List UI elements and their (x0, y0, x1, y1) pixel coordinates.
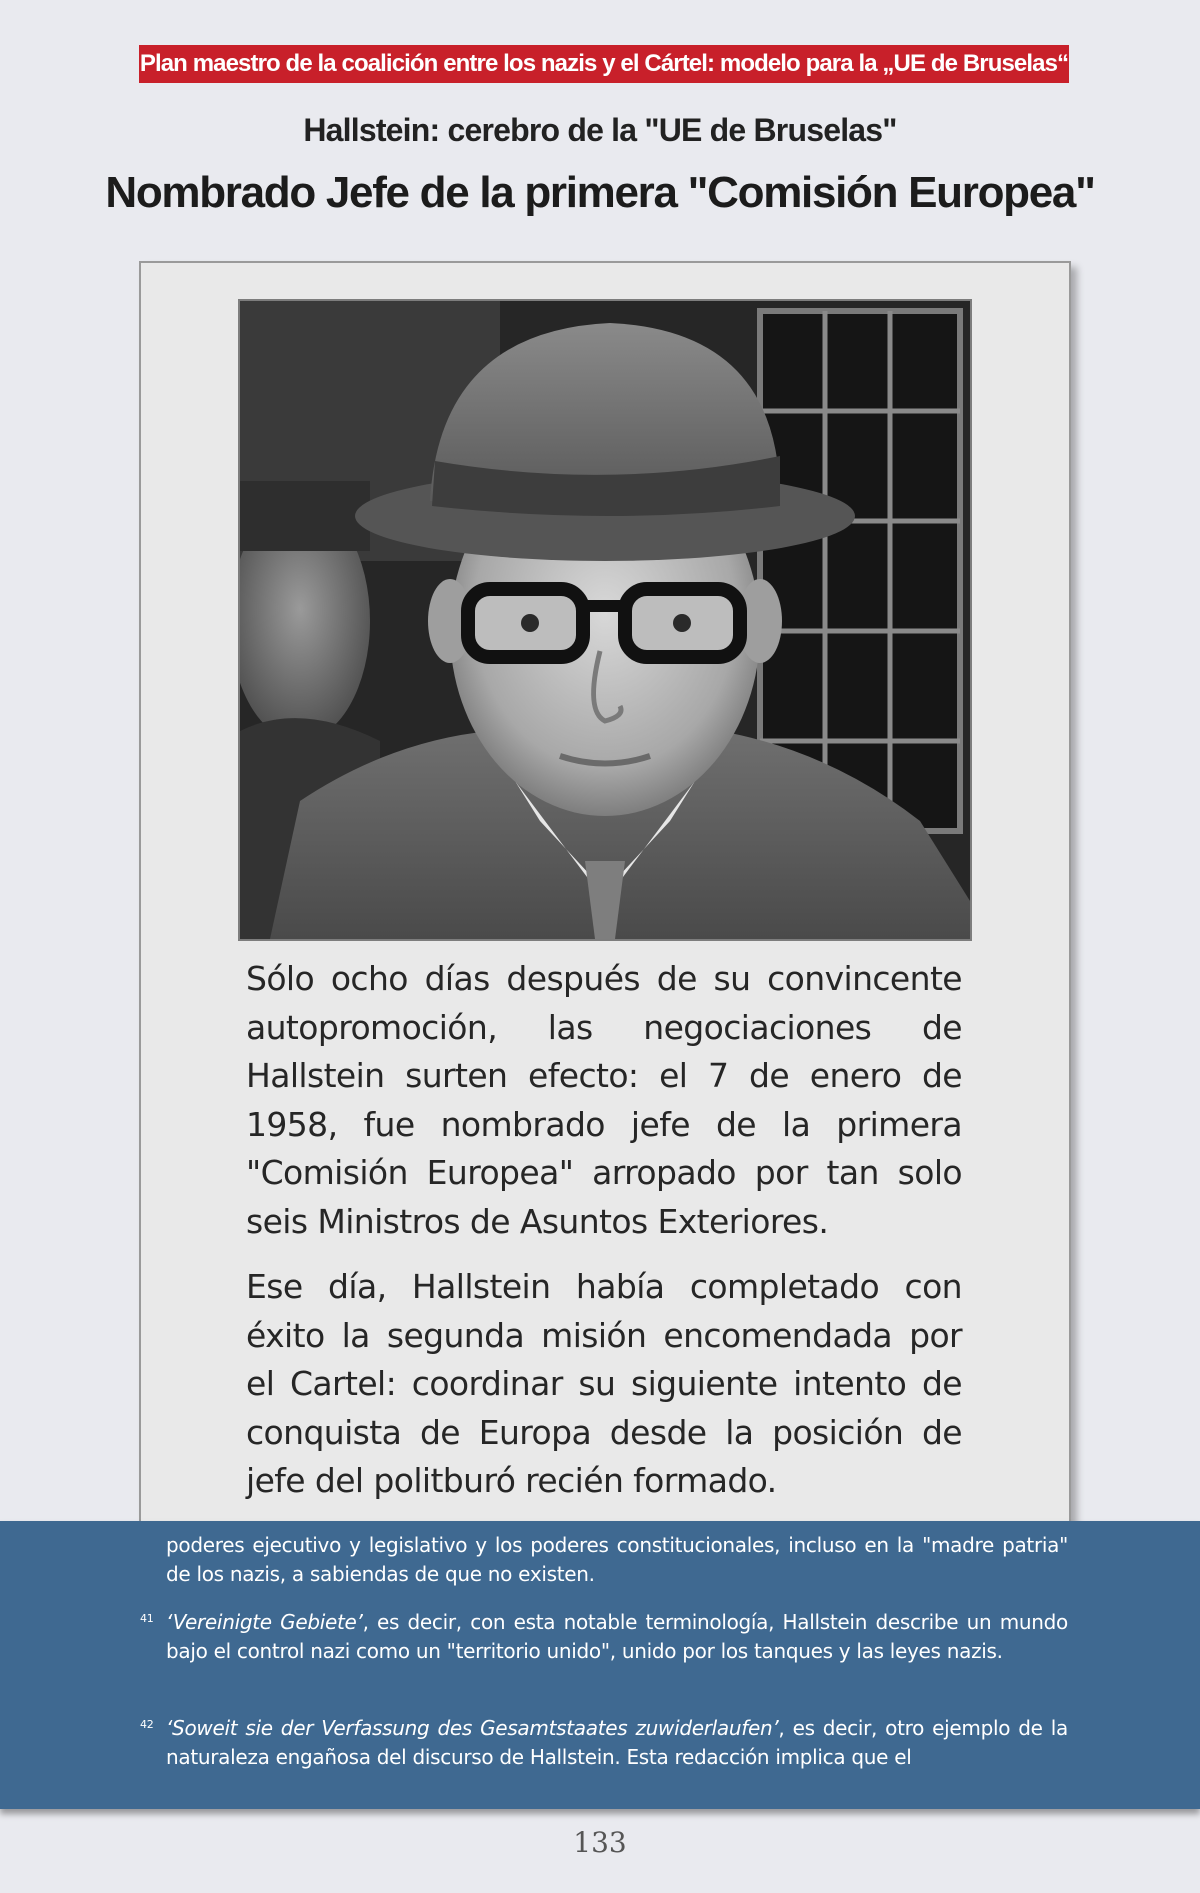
footnote-text: , es decir, con esta notable terminología, Hallstein describe un mundo bajo el control nazi como un "territorio unido", unido por los tanques y las leyes nazis. (166, 1610, 1068, 1663)
page-title: Nombrado Jefe de la primera "Comisión Europea" (105, 168, 1095, 217)
footnote-continuation: poderes ejecutivo y legislativo y los poderes constitucionales, incluso en la "madre patria" de los nazis, a sabiendas de que no existen. (166, 1533, 1068, 1586)
footnote-42 (140, 1714, 1068, 1772)
footnote-number: 41 (140, 1612, 154, 1625)
footnote-term: ‘Vereinigte Gebiete’ (166, 1610, 363, 1634)
footnote-text: , es decir, otro ejemplo de la naturaleza engañosa del discurso de Hallstein. Esta redacción implica que el (166, 1716, 1068, 1769)
footnote-term: ‘Soweit sie der Verfassung des Gesamtstaates zuwiderlaufen’ (166, 1716, 779, 1740)
page-number: 133 (573, 1826, 627, 1859)
portrait-photo (238, 299, 972, 941)
footnote-41 (140, 1608, 1068, 1666)
running-header-banner: Plan maestro de la coalición entre los nazis y el Cártel: modelo para la „UE de Bruselas“ (139, 45, 1069, 83)
portrait-photo-icon (240, 301, 970, 939)
footnote-band (0, 1521, 1200, 1809)
caption-paragraph-2: Ese día, Hallstein había completado con éxito la segunda misión encomendada por el Cartel: coordinar su siguiente intento de conquista de Europa desde la posición de jefe del politburó recién formado. (246, 1267, 962, 1500)
footnote-number: 42 (140, 1718, 154, 1731)
page-subtitle: Hallstein: cerebro de la "UE de Bruselas" (303, 112, 897, 148)
caption-paragraph-1: Sólo ocho días después de su convincente autopromoción, las negociaciones de Hallstein surten efecto: el 7 de enero de 1958, fue nombrado jefe de la primera "Comisión Europea" arropado por tan solo seis Ministros de Asuntos Exteriores. (246, 959, 962, 1241)
